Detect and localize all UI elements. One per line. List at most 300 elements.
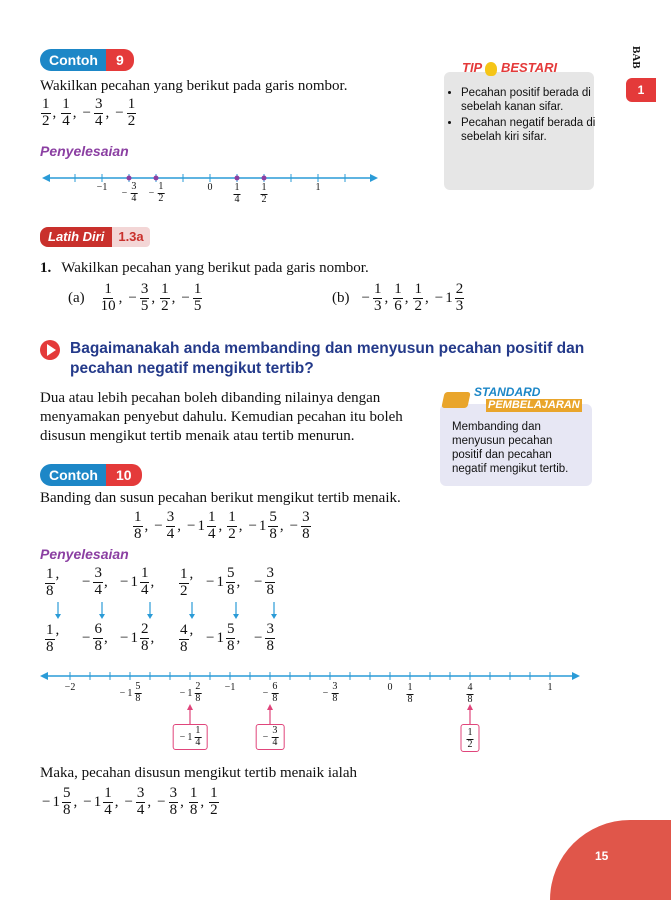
fraction [40,97,52,130]
denominator: 10 [100,297,116,314]
comma: , [151,289,156,306]
numerator: 1 [180,566,188,582]
fraction-cell [118,622,154,655]
denominator: 4 [131,192,137,204]
fraction-sign: − [82,104,91,121]
numerator: 3 [266,621,274,637]
denominator: 8 [332,692,338,704]
numerator: 1 [46,566,54,582]
left-arrow [42,174,50,182]
comma: , [103,629,108,646]
fraction-sign: − [289,517,299,534]
exercise-part-a-label: (a) [68,289,85,306]
example10-badge-label: Contoh [40,464,106,486]
denominator: 4 [62,112,70,129]
fraction [132,510,144,543]
fraction-sign: − [42,793,51,810]
fraction [178,682,203,704]
example10-conclusion: Maka, pecahan disusun mengikut tertib menaik ialah [40,765,357,781]
exercise-part-b [332,282,465,315]
numerator: 5 [135,681,141,692]
standard-title [474,386,582,412]
fraction-sign: − [115,104,124,121]
play-icon [40,340,60,360]
denominator: 8 [269,525,277,542]
example10-answer [40,786,220,819]
fraction [412,282,424,315]
fraction-sign: − [121,187,128,199]
numerator: 3 [94,565,102,581]
page-number: 15 [595,849,609,863]
numerator: 3 [302,509,310,525]
exercise-part-b-label: (b) [332,289,350,306]
example10-original-row [40,566,280,600]
numerator: 3 [94,96,103,112]
denominator: 2 [180,582,188,599]
tip-title-a: TIP [462,60,482,75]
callout-box [461,724,480,752]
denominator: 8 [140,637,149,654]
denominator: 2 [42,112,50,129]
denominator: 3 [373,297,382,314]
example9-badge [40,49,134,71]
fraction [152,510,176,543]
conversion-arrowhead [271,614,277,619]
numerator: 1 [414,281,422,297]
fraction [80,622,104,655]
example10-question: Banding dan susun pecahan berikut mengikut tertib menaik. [40,490,401,506]
fraction [81,97,105,130]
tick-label [147,182,166,204]
denominator: 3 [455,297,464,314]
standard-line: positif dan pecahan [452,449,552,461]
fraction-sign: − [119,687,126,699]
numerator: 1 [104,785,112,801]
denominator: 8 [62,801,71,818]
denominator: 5 [193,297,202,314]
fraction-sign: − [124,793,133,810]
denominator: 4 [166,525,175,542]
callout-box [173,724,208,750]
numerator: 3 [272,725,278,736]
numerator: 3 [136,785,145,801]
fraction-whole: 1 [187,687,193,699]
comma: , [404,289,409,306]
tip-item: • Pecahan positif berada di sebelah kanan sifar. [461,86,601,114]
exercise-question [40,260,369,277]
numerator: 1 [189,785,198,801]
example10-conversion-arrows [40,600,280,622]
fraction-sign: − [254,573,263,590]
numerator: 5 [62,785,71,801]
fraction [321,682,340,704]
section-heading-line2: pecahan negatif mengikut tertib? [70,360,314,377]
numerator: 4 [467,682,473,693]
example10-converted-row [40,622,280,656]
exercise-part-a-fractions [99,282,204,315]
comma: , [189,566,194,582]
denominator: 4 [195,736,201,748]
denominator: 4 [234,193,240,205]
numerator: 1 [140,565,149,581]
denominator: 8 [189,801,198,818]
fraction [80,566,104,599]
fraction [120,182,139,204]
fraction-sign: − [120,573,129,590]
exercise-q-text: Wakilkan pecahan yang berikut pada garis nombor. [61,260,369,276]
fraction [178,567,190,600]
example9-badge-label: Contoh [40,49,106,71]
standard-line: menyusun pecahan [452,435,553,447]
fraction [185,510,217,543]
example10-fraction-list [132,510,312,543]
numerator: 1 [161,281,169,297]
tick-label [466,682,475,705]
comma: , [150,573,155,590]
numerator: 1 [210,785,218,801]
fraction-sign: − [361,289,370,306]
fraction [44,623,56,656]
example10-callouts [40,724,580,754]
tick-label: −2 [64,682,76,693]
example10-badge [40,464,142,486]
numerator: 2 [455,281,464,297]
fraction [81,786,113,819]
numerator: 1 [134,509,142,525]
fraction-whole: 1 [130,629,138,646]
fraction-whole: 1 [130,573,138,590]
fraction-whole: 1 [216,629,224,646]
comma: , [118,289,123,306]
fraction [99,282,118,315]
comma: , [147,793,152,810]
fraction-sign: − [434,289,444,306]
conversion-arrowhead [147,614,153,619]
comma: , [279,517,284,534]
tick-label: −1 [224,682,236,693]
tip-title-b: BESTARI [501,60,558,75]
standard-title-a: STANDARD [474,385,541,399]
fraction [246,510,278,543]
denominator: 2 [158,192,164,204]
fraction-cell [80,622,108,655]
comma: , [177,517,181,534]
fraction [40,786,72,819]
fraction [147,182,166,204]
fraction-whole: 1 [127,687,133,699]
numerator: 1 [195,725,201,736]
conversion-arrowhead [189,614,195,619]
numerator: 1 [228,509,236,525]
comma: , [52,104,57,121]
comma: , [73,793,78,810]
fraction [118,566,150,599]
fraction-cell [178,566,193,600]
tip-list [447,86,601,146]
comma: , [114,793,119,810]
chapter-tab-number: 1 [626,78,656,102]
fraction [60,97,72,130]
denominator: 4 [272,736,278,748]
fraction [466,728,475,750]
callout-box [256,724,285,750]
denominator: 8 [226,637,235,654]
denominator: 8 [266,581,274,598]
comma: , [236,573,241,590]
denominator: 8 [266,637,274,654]
denominator: 2 [161,297,169,314]
numerator: 3 [140,281,149,297]
fraction [118,682,143,704]
fraction-whole: 1 [93,793,102,810]
tick-label [260,182,269,205]
numerator: 6 [94,621,102,637]
fraction-cell [204,622,240,655]
denominator: 4 [136,801,145,818]
numerator: 2 [195,681,201,692]
standard-text [452,420,568,476]
numerator: 1 [234,182,240,193]
fraction-sign: − [181,289,190,306]
fraction [392,282,404,315]
denominator: 2 [261,193,267,205]
tick-label [321,682,340,704]
numerator: 3 [332,681,338,692]
fraction [261,726,280,748]
standard-line: negatif mengikut tertib. [452,463,569,475]
numerator: 1 [207,509,216,525]
numerator: 3 [131,181,137,192]
denominator: 8 [195,692,201,704]
numerator: 1 [42,96,50,112]
fraction [260,183,269,205]
fraction-sign: − [179,731,186,743]
example10-solution-label: Penyelesaian [40,546,129,562]
lightbulb-icon [485,62,497,76]
numerator: 4 [180,622,188,638]
fraction-sign: − [179,687,186,699]
numerator: 1 [407,682,413,693]
comma: , [200,793,205,810]
fraction [118,622,150,655]
chapter-tab-label: BAB [630,46,642,69]
denominator: 4 [94,581,102,598]
fraction-sign: − [262,731,269,743]
fraction-whole: 1 [52,793,60,810]
standard-line: Membanding dan [452,421,541,433]
fraction [252,566,276,599]
denominator: 2 [210,801,218,818]
comma: , [72,104,77,121]
comma: , [236,629,241,646]
fraction [360,282,384,315]
point [127,176,132,181]
numerator: 6 [272,681,278,692]
tip-title [462,60,557,76]
numerator: 1 [62,96,70,112]
fraction [204,622,236,655]
comma: , [218,517,223,534]
denominator: 2 [127,112,136,129]
fraction [466,683,475,705]
tick-label: 0 [387,682,393,693]
fraction [252,622,276,655]
numerator: 1 [394,281,402,297]
fraction-cell [178,622,193,656]
denominator: 4 [207,525,216,542]
tick-label [261,682,280,704]
fraction-cell [204,566,240,599]
tip-item: • Pecahan negatif berada di sebelah kiri sifar. [461,116,601,144]
exercise-part-a [68,282,203,315]
fraction-sign: − [254,629,263,646]
tick-label: 1 [547,682,553,693]
section-heading-line1: Bagaimanakah anda membanding dan menyusun pecahan positif dan [70,340,585,357]
comma: , [384,289,389,306]
numerator: 1 [127,96,136,112]
right-arrow [370,174,378,182]
fraction [406,683,415,705]
numerator: 1 [373,281,382,297]
fraction-sign: − [262,687,269,699]
fraction [208,786,220,819]
comma: , [144,517,149,534]
comma: , [180,793,184,810]
tick-label: −1 [96,182,108,193]
denominator: 4 [104,801,112,818]
numerator: 3 [169,785,178,801]
example9-solution-label: Penyelesaian [40,143,129,159]
numerator: 3 [266,565,274,581]
fraction-sign: − [248,517,257,534]
denominator: 8 [46,582,54,599]
denominator: 8 [46,638,54,655]
denominator: 6 [394,297,402,314]
numerator: 1 [467,727,473,738]
comma: , [103,573,108,590]
denominator: 2 [228,525,236,542]
right-arrow [572,672,580,680]
tick-label [178,682,203,704]
fraction [433,282,465,315]
fraction-sign: − [148,187,155,199]
fraction-cell [118,566,154,599]
numerator: 1 [261,182,267,193]
fraction-sign: − [82,629,91,646]
tick-label [120,182,139,204]
paragraph-line: Dua atau lebih pecahan boleh dibanding nilainya dengan [40,390,381,406]
example10-badge-number: 10 [106,464,142,486]
section-heading [70,339,584,379]
denominator: 4 [140,581,149,598]
denominator: 8 [180,638,188,655]
numerator: 1 [104,281,112,297]
point [235,176,240,181]
fraction-sign: − [120,629,129,646]
fraction [113,97,137,130]
denominator: 5 [140,297,149,314]
left-arrow [40,672,48,680]
fraction-sign: − [83,793,92,810]
tick-label: 1 [315,182,321,193]
fraction-whole: 1 [197,517,205,534]
comma: , [105,104,110,121]
comma: , [55,566,60,582]
tick-label [118,682,143,704]
point [154,176,159,181]
fraction [155,786,179,819]
fraction-whole: 1 [216,573,224,590]
comma: , [424,289,429,306]
conversion-arrowhead [99,614,105,619]
fraction [179,282,203,315]
numerator: 3 [166,509,175,525]
fraction-whole: 1 [258,517,267,534]
fraction-sign: − [82,573,91,590]
numerator: 1 [158,181,164,192]
numerator: 5 [226,621,235,637]
example9-badge-number: 9 [106,49,134,71]
fraction-cell [252,622,276,655]
comma: , [150,629,155,646]
fraction [122,786,146,819]
fraction-sign: − [128,289,137,306]
numerator: 5 [226,565,235,581]
fraction [288,510,312,543]
example9-fraction-list [40,97,137,130]
conversion-arrowhead [233,614,239,619]
book-icon [441,392,470,408]
numerator: 2 [140,621,149,637]
fraction-sign: − [206,573,215,590]
point [262,176,267,181]
exercise-badge-number: 1.3a [112,227,149,247]
tick-label: 0 [207,182,213,193]
denominator: 8 [135,692,141,704]
comma: , [238,517,243,534]
denominator: 2 [467,738,473,750]
fraction-sign: − [157,793,166,810]
fraction-cell [80,566,108,599]
denominator: 8 [302,525,310,542]
conversion-arrowhead [55,614,61,619]
fraction-sign: − [186,517,196,534]
exercise-badge-label: Latih Diri [40,227,112,247]
example9-question: Wakilkan pecahan yang berikut pada garis nombor. [40,78,348,94]
example9-number-line-labels [40,182,380,212]
paragraph-line: menyamakan penyebut dahulu. Kemudian pecahan itu boleh [40,409,403,425]
fraction [126,282,150,315]
denominator: 8 [169,801,178,818]
exercise-part-b-fractions [360,282,466,315]
paragraph-line: disusun mengikut tertib menaik atau tertib menurun. [40,428,355,444]
page-corner [550,820,671,900]
fraction-sign: − [322,687,329,699]
exercise-q-number: 1. [40,260,52,276]
denominator: 8 [272,692,278,704]
fraction-cell [44,622,59,656]
fraction-whole: 1 [187,731,193,743]
fraction [261,682,280,704]
fraction-cell [44,566,59,600]
fraction [188,786,200,819]
numerator: 1 [193,281,202,297]
comma: , [171,289,176,306]
fraction [226,510,238,543]
denominator: 8 [94,637,102,654]
fraction [233,183,242,205]
fraction [178,726,203,748]
